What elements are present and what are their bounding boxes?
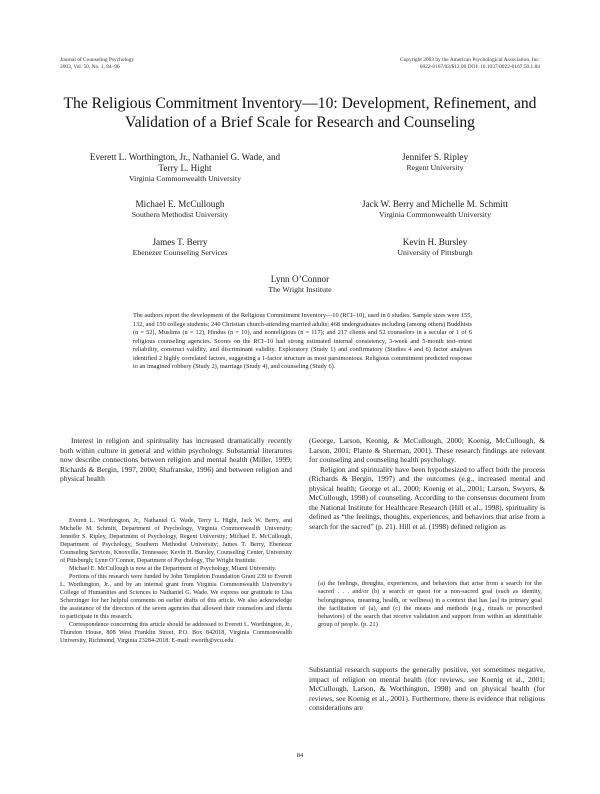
footnote-funding: Portions of this research were funded by John Templeton Foundation Grant 239 to Everett L. Worthington, Jr., and by an internal grant from Virginia Commonwealth University’s College of Humanities and Sciences to Nathaniel G. Wade. We express our gratitude to Lisa Scherzinger for her helpful comments on earlier drafts of this article. We also acknowledge the assistance of the directors of the seven agencies that allowed their counselors and clients to participate in this research. [60,574,292,620]
author-block [60,152,310,184]
author-names: Everett L. Worthington, Jr., Nathaniel G. Wade, and [89,152,281,162]
author-affiliation: Regent University [406,163,464,173]
footnote-affiliations: Everett L. Worthington, Jr., Nathaniel G. Wade, Terry L. Hight, Jack W. Berry, and Michelle M. Schmitt, Department of Psychology, Virginia Commonwealth University; Jennifer S. Ripley, Department of Psychology, Regent University; Michael E. McCullough, Department of Psychology, Southern Methodist University; James T. Berry, Ebenezer Counseling Services, Knoxville, Tennessee; Kevin H. Bursley, Counseling Center, University of Pittsburgh; Lynn O’Connor, Department of Psychology, The Wright Institute. [60,518,292,564]
body-column-left [60,436,292,484]
title-line: The Religious Commitment Inventory—10: Development, Refinement, and [63,95,537,112]
running-header-left [60,57,134,70]
author-names: Terry L. Hight [158,163,212,174]
author-block [330,237,540,258]
author-names: Lynn O’Connor [270,274,330,284]
copyright-line: Copyright 2003 by the American Psychological Association, Inc. [400,57,540,63]
block-quote: (a) the feelings, thoughts, experiences, and behaviors that arise from a search for the sacred . . . and/or (b) a search or quest for a non-sacred goal (such as identity, belongingness, meaning, health, or wellness) in a context that has [as] its primary goal the facilitation of (a), and (c) the means and methods (e.g., rituals or prescribed behaviors) of the search that receive validation and support from within an identifiable group of people. (p. 21) [318,580,542,629]
author-affiliation: Ebenezer Counseling Services [132,248,228,258]
body-paragraph: Interest in religion and spirituality has increased dramatically recently both within culture in general and within psychology. Substantial literatures now describe connections between religion and mental health (Miller, 1999; Richards & Bergin, 1997, 2000; Shafranske, 1996) and between religion and physical health [60,436,292,484]
body-paragraph: Substantial research supports the generally positive, yet sometimes negative, impact of religion on mental health (for reviews, see Koenig et al., 2001; McCullough, Larson, & Worthington, 1998) and on physical health (for reviews, see Koenig et al., 2001). Furthermore, there is evidence that religious considerations are [309,665,545,713]
author-affiliation: Southern Methodist University [131,210,229,220]
author-block [330,152,540,173]
author-affiliation: Virginia Commonwealth University [129,174,241,184]
author-names: Kevin H. Bursley [402,237,468,247]
author-names: Jennifer S. Ripley [401,152,469,162]
author-affiliation: University of Pittsburgh [397,248,473,258]
author-affiliation: Virginia Commonwealth University [379,210,491,220]
author-block [80,237,280,258]
abstract: The authors report the development of the Religious Commitment Inventory—10 (RCI–10), used in 6 studies. Sample sizes were 155, 132, and 150 college students; 240 Christian church-attending married adults; 468 undergraduates including (among others) Buddhists (n = 52), Muslims (n = 12), Hindus (n = 10), and nonreligious (n = 117); and 217 clients and 52 counselors in a secular or 1 of 6 religious counseling agencies. Scores on the RCI–10 had strong estimated internal consistency, 3-week and 5-month test–retest reliability, construct validity, and discriminant validity. Exploratory (Study 1) and confirmatory (Studies 4 and 6) factor analyses identified 2 highly correlated factors, suggesting a 1-factor structure as most parsimonious. Religious commitment predicted response to an imagined robbery (Study 2), marriage (Study 4), and counseling (Study 6). [133,312,472,371]
footnote-correspondence: Correspondence concerning this article should be addressed to Everett L. Worthington, Jr., Thurston House, 808 West Franklin Street, P.O. Box 842018, Virginia Commonwealth University, Richmond, Virginia 23284-2018. E-mail: eworth@vcu.edu [60,622,292,644]
doi-line: 0022-0167/03/$12.00 DOI: 10.1037/0022-0167.50.1.84 [419,63,540,70]
author-names: James T. Berry [152,237,208,247]
page-number: 84 [296,752,304,759]
footnotes [60,517,292,645]
author-names: Michael E. McCullough [135,199,225,209]
author-names: Jack W. Berry and Michelle M. Schmitt [362,199,508,209]
journal-volume: 2003, Vol. 50, No. 1, 84–96 [60,63,120,70]
title-line: Validation of a Brief Scale for Research and Counseling [125,114,475,131]
body-paragraph: Religion and spirituality have been hypothesized to affect both the process (Richards & Bergin, 1997) and the outcomes (e.g., increased mental and physical health; George et al., 2000; Koenig et al., 2001; Larson, Swyers, & McCullough, 1998) of counseling. According to the consensus document from the National Institute for Healthcare Research (Hill et al., 1998), spirituality is defined as “the feelings, thoughts, experiences, and behaviors that arise from a search for the sacred” (p. 21). Hill et al. (1998) defined religion as [309,464,545,531]
author-block [330,199,540,220]
running-header-right [400,57,540,70]
footnote-current-address: Michael E. McCullough is now at the Department of Psychology, Miami University. [69,566,277,572]
body-paragraph: (George, Larson, Keonig, & McCullough, 2000; Koenig, McCullough, & Larson, 2001; Plante & Sherman, 2001). These research findings are relevant for counseling and counseling health psychology. [309,436,545,465]
author-block [200,274,400,295]
article-title [40,94,560,132]
author-block [80,199,280,220]
author-affiliation: The Wright Institute [268,285,332,295]
body-column-right-continued [309,665,545,713]
journal-name: Journal of Counseling Psychology [60,57,135,63]
body-column-right [309,436,545,531]
